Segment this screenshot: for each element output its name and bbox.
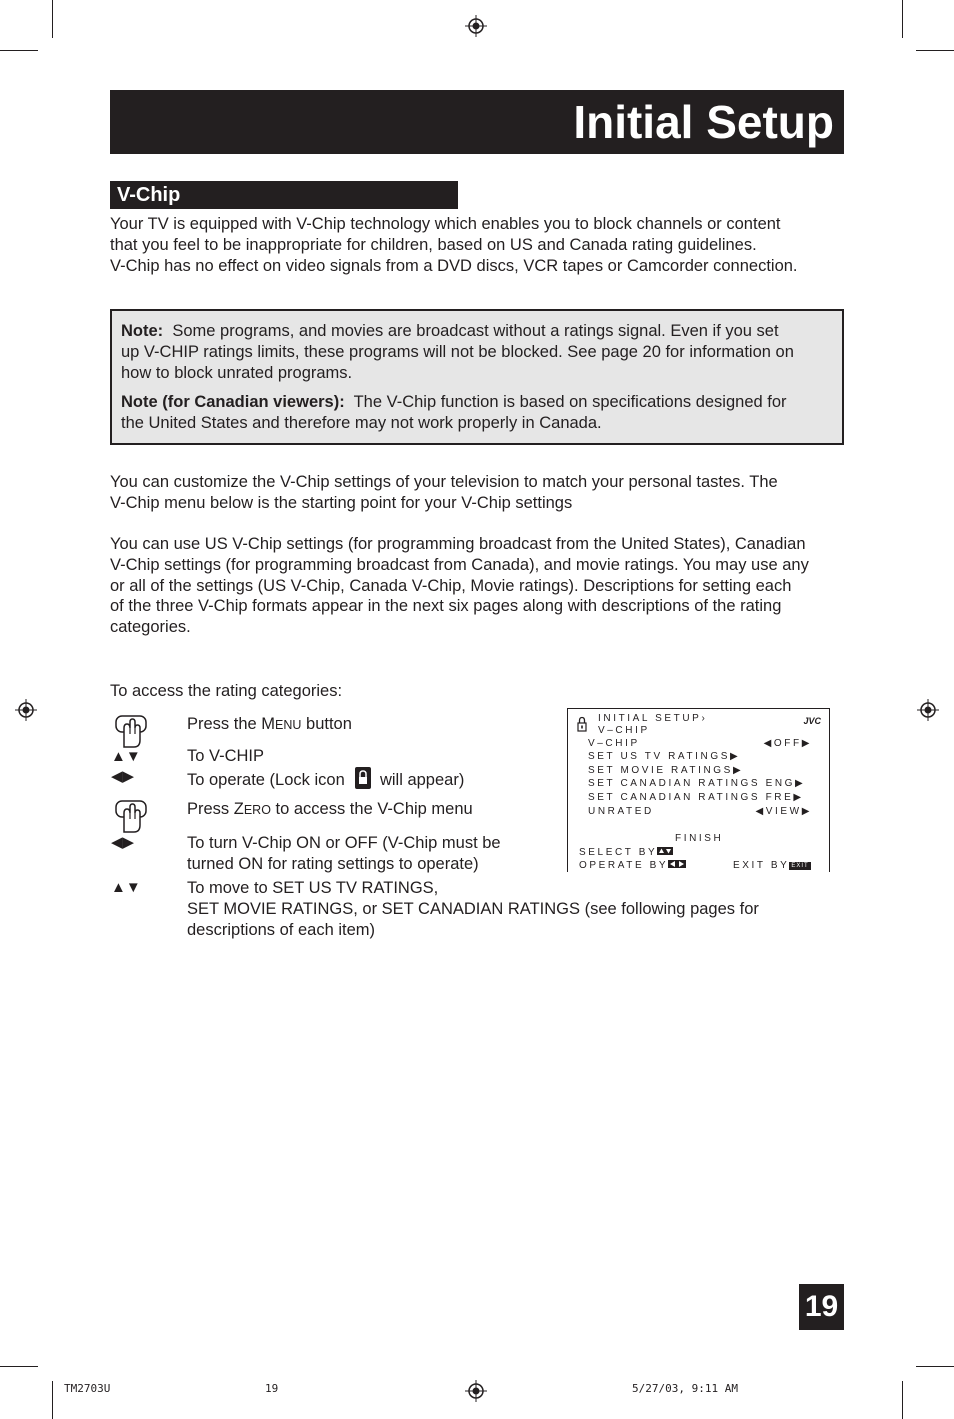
slug-timestamp: 5/27/03, 9:11 AM: [632, 1382, 738, 1395]
text-line: that you feel to be inappropriate for children, based on US and Canada rating guidelines.: [110, 235, 757, 254]
crop-mark: [916, 50, 954, 51]
crop-mark: [0, 50, 38, 51]
step-move-settings: To move to SET US TV RATINGS, SET MOVIE RATINGS, or SET CANADIAN RATINGS (see following pages for descriptions of each item): [187, 879, 759, 939]
press-button-hand-icon: [114, 799, 148, 833]
text-line: V-Chip menu below is the starting point for your V-Chip settings: [110, 493, 573, 512]
text-line: V-Chip has no effect on video signals from a DVD discs, VCR tapes or Camcorder connection.: [110, 256, 798, 275]
page-number: 19: [804, 1290, 839, 1323]
text-line: how to block unrated programs.: [121, 363, 353, 382]
registration-mark-icon: [465, 15, 487, 37]
page-title: Initial Setup: [573, 96, 834, 148]
step-press-zero: Press ZERO to access the V-Chip menu: [187, 800, 473, 818]
osd-item-us-tv-ratings[interactable]: SET US TV RATINGS▶: [588, 751, 741, 762]
crop-mark: [0, 1366, 38, 1367]
slug-code: TM2703U: [64, 1382, 111, 1395]
section-title: V-Chip: [117, 184, 181, 206]
osd-brand-logo: JVC: [803, 716, 821, 726]
osd-item-canadian-eng[interactable]: SET CANADIAN RATINGS ENG▶: [588, 778, 806, 789]
updown-arrows-icon: ▲▼: [111, 879, 141, 896]
header-bar: [110, 90, 844, 154]
note-label: Note:: [121, 322, 164, 340]
slug-page: 19: [265, 1382, 279, 1395]
canada-note-label: Note (for Canadian viewers):: [121, 393, 345, 411]
osd-exit-hint: EXIT BY EXIT: [733, 860, 809, 871]
text-line: V-Chip settings (for programming broadcast from Canada), and movie ratings. You may use any: [110, 555, 809, 574]
updown-arrows-icon: ▲▼: [111, 748, 141, 765]
osd-item-movie-ratings[interactable]: SET MOVIE RATINGS▶: [588, 765, 744, 776]
lock-icon: [577, 716, 587, 732]
osd-breadcrumb: INITIAL SETUP›: [598, 713, 708, 724]
text-line: You can customize the V-Chip settings of your television to match your personal tastes. The: [110, 473, 778, 491]
customize-paragraph: [110, 472, 850, 514]
osd-item-unrated-value[interactable]: ◀VIEW▶: [755, 806, 812, 817]
section-bar: [110, 181, 458, 209]
lock-icon: [355, 767, 371, 789]
text-line: the United States and therefore may not work properly in Canada.: [121, 413, 602, 432]
crop-mark: [52, 1381, 53, 1419]
text-line: You can use US V-Chip settings (for programming broadcast from the United States), Canadian: [110, 535, 806, 553]
osd-operate-hint: OPERATE BY: [579, 860, 686, 872]
registration-mark-icon: [15, 699, 37, 721]
crop-mark: [916, 1366, 954, 1367]
leftright-key-icon: [668, 860, 686, 868]
press-button-hand-icon: [114, 714, 148, 748]
vchip-osd-menu: [567, 708, 830, 872]
usage-paragraph: [110, 534, 850, 638]
note-box: [110, 309, 844, 445]
exit-key-icon: EXIT: [791, 863, 809, 869]
crop-mark: [902, 1381, 903, 1419]
text-line: Some programs, and movies are broadcast without a ratings signal. Even if you set: [172, 322, 779, 340]
text-line: up V-CHIP ratings limits, these programs will not be blocked. See page 20 for information on: [121, 342, 794, 361]
crop-mark: [52, 0, 53, 38]
canada-note-paragraph: [121, 392, 836, 434]
updown-key-icon: [657, 847, 673, 855]
osd-item-vchip[interactable]: V–CHIP: [588, 738, 640, 749]
leftright-arrows-icon: ◀▶: [111, 834, 135, 851]
note-paragraph: [121, 321, 836, 383]
osd-item-canadian-fre[interactable]: SET CANADIAN RATINGS FRE▶: [588, 792, 804, 803]
text-line: categories.: [110, 618, 191, 637]
crop-mark: [902, 0, 903, 38]
osd-finish[interactable]: FINISH: [675, 833, 724, 844]
osd-item-unrated[interactable]: UNRATED: [588, 806, 654, 817]
osd-submenu-title: V–CHIP: [598, 725, 650, 736]
page-number-box: [799, 1284, 844, 1330]
step-press-menu: Press the MENU button: [187, 715, 352, 733]
step-operate: To operate (Lock icon will appear): [187, 767, 464, 791]
text-line: The V-Chip function is based on specifications designed for: [353, 393, 787, 411]
step-turn-on-off: To turn V-Chip ON or OFF (V-Chip must be turned ON for rating settings to operate): [187, 834, 501, 873]
access-intro: To access the rating categories:: [110, 682, 343, 700]
text-line: of the three V-Chip formats appear in the next six pages along with descriptions of the rating: [110, 597, 782, 616]
osd-item-vchip-value[interactable]: ◀OFF▶: [763, 738, 812, 749]
text-line: Your TV is equipped with V-Chip technology which enables you to block channels or content: [110, 215, 781, 233]
registration-mark-icon: [917, 699, 939, 721]
step-to-vchip: To V-CHIP: [187, 747, 265, 765]
registration-mark-icon: [465, 1380, 487, 1402]
intro-paragraph: [110, 214, 850, 276]
osd-select-hint: SELECT BY: [579, 847, 673, 859]
text-line: or all of the settings (US V-Chip, Canada V-Chip, Movie ratings). Descriptions for setting each: [110, 576, 792, 595]
leftright-arrows-icon: ◀▶: [111, 768, 135, 785]
